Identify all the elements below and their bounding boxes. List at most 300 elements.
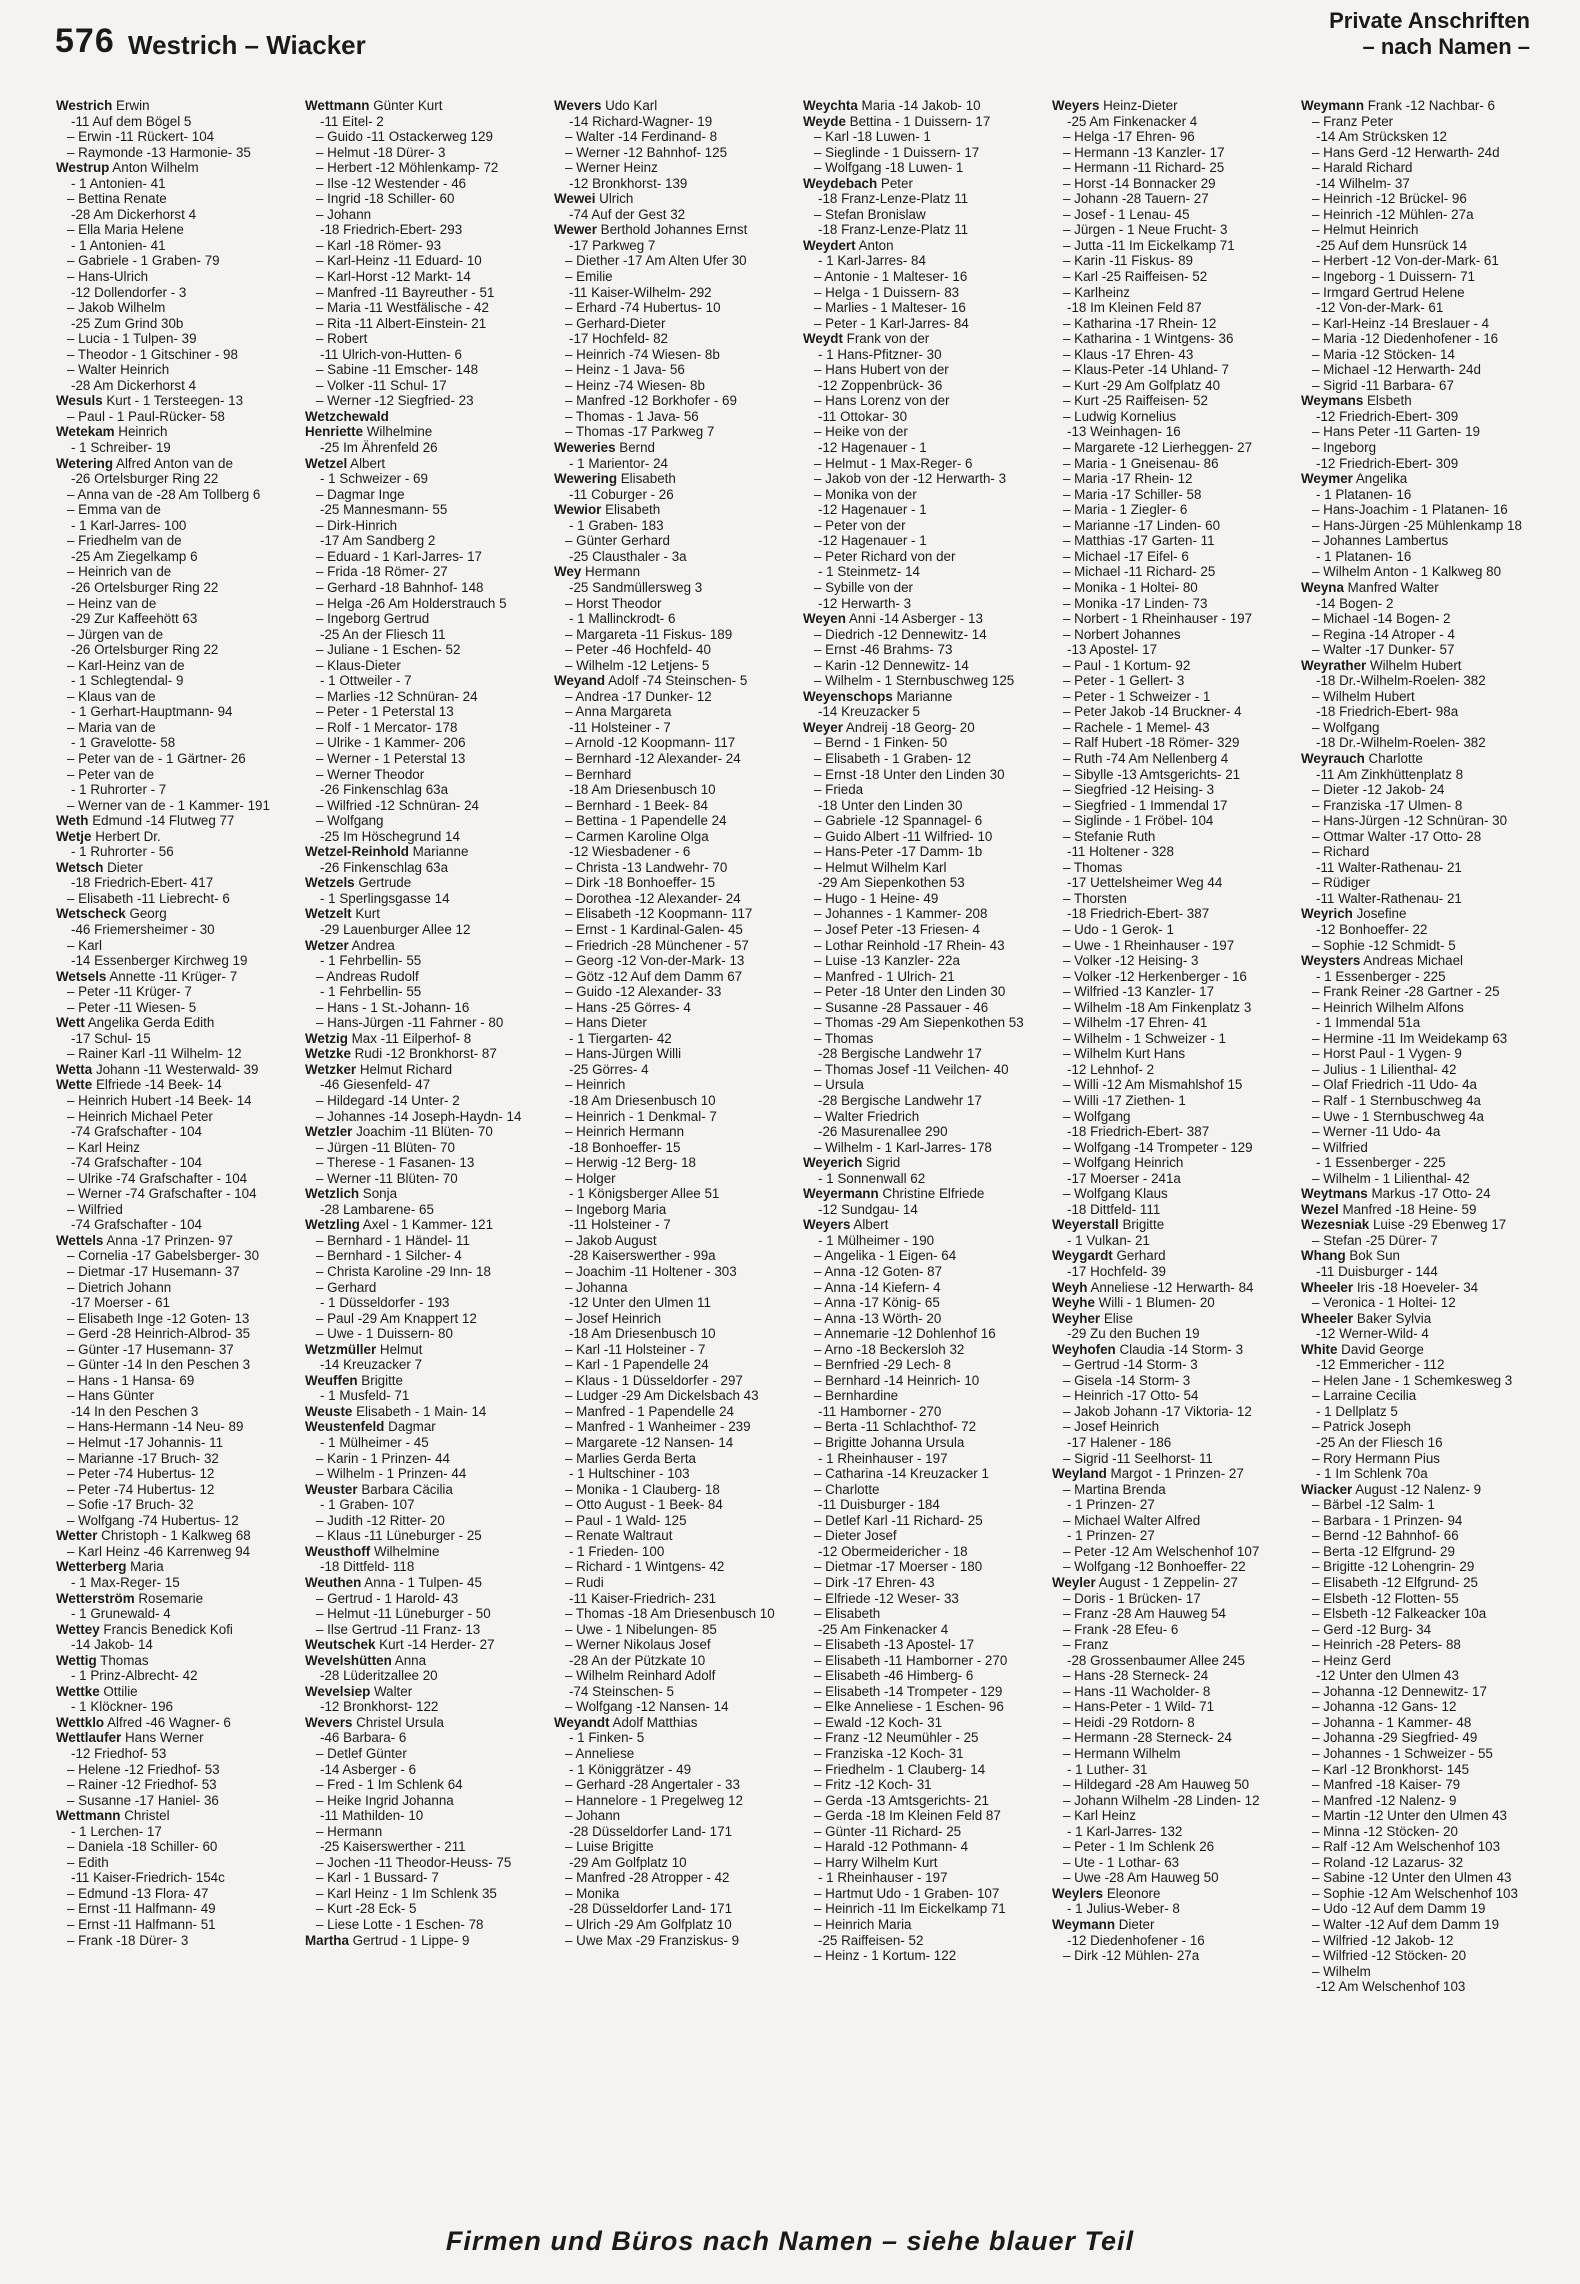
directory-entry (1052, 1295, 1290, 1311)
directory-entry: – Karl Heinz -46 Karrenweg 94 (67, 1543, 251, 1559)
directory-entry: – Kurt -29 Am Golfplatz 40 (1063, 377, 1221, 393)
directory-entry: – Anna van de -28 Am Tollberg 6 (67, 486, 261, 502)
directory-entry (554, 673, 792, 689)
directory-entry: – Heinz Gerd (1312, 1652, 1391, 1668)
directory-entry: - 1 Schlegtendal- 9 (71, 673, 184, 689)
directory-column-3 (554, 98, 792, 2223)
directory-entry: – Dietrich Johann (67, 1279, 172, 1295)
directory-entry (1052, 1217, 1290, 1233)
directory-entry (305, 1031, 543, 1047)
directory-entry: – Marlies Gerda Berta (565, 1450, 696, 1466)
directory-entry (803, 331, 1041, 347)
directory-entry: -29 Am Golfplatz 10 (569, 1854, 687, 1870)
directory-entry: – Heinz - 1 Java- 56 (565, 362, 685, 378)
directory-entry: – Manfred - 1 Papendelle 24 (565, 1403, 734, 1419)
directory-entry: – Rudi (565, 1574, 604, 1590)
directory-entry: – Helmut Wilhelm Karl (814, 859, 947, 875)
directory-entry: – Hugo - 1 Heine- 49 (814, 890, 939, 906)
given-names: Frank von der (842, 331, 930, 347)
directory-entry: – Horst Paul - 1 Vygen- 9 (1312, 1046, 1462, 1062)
given-names: Edmund -14 Flutweg 77 (88, 813, 235, 829)
directory-entry: - 1 Max-Reger- 15 (71, 1574, 180, 1590)
directory-entry: – Johann Wilhelm -28 Linden- 12 (1063, 1792, 1260, 1808)
directory-entry: – Guido -11 Ostackerweg 129 (316, 129, 493, 145)
directory-entry: – Wilhelm - 1 Sternbuschweg 125 (814, 673, 1015, 689)
surname: Martha (305, 1932, 349, 1948)
directory-entry: – Hildegard -14 Unter- 2 (316, 1093, 460, 1108)
directory-entry: -18 Franz-Lenze-Platz 11 (818, 222, 969, 238)
directory-entry: – Volker -12 Herkenberger - 16 (1063, 968, 1247, 984)
given-names: Francis Benedick Kofi (99, 1621, 233, 1637)
surname: Wettey (56, 1621, 100, 1637)
directory-entry: - 1 Prinzen- 27 (1067, 1497, 1155, 1513)
directory-entry: - 1 Ruhrorter - 56 (71, 844, 174, 860)
directory-entry: – Peter van de (67, 766, 155, 782)
surname: Wevelsiep (305, 1683, 371, 1699)
directory-entry: – Josef Heinrich (1063, 1419, 1160, 1435)
directory-entry: – Thomas -18 Am Driesenbusch 10 (565, 1606, 775, 1622)
given-names: Elise (1100, 1310, 1133, 1326)
directory-entry: – Peter -11 Krüger- 7 (67, 984, 192, 1000)
directory-entry: - 1 Steinmetz- 14 (818, 564, 920, 580)
directory-entry: – Wolfgang -12 Bonhoeffer- 22 (1063, 1559, 1246, 1575)
directory-entry: – Hans-Ulrich (67, 269, 149, 285)
surname: Wetscheck (56, 906, 126, 922)
directory-entry: – Ulrike -74 Grafschafter - 104 (67, 1170, 248, 1186)
directory-entry: – Liese Lotte - 1 Eschen- 78 (316, 1916, 484, 1932)
directory-entry: -18 Dittfeld- 111 (1067, 1201, 1161, 1217)
directory-entry: -11 Kaiser-Friedrich- 231 (569, 1590, 717, 1606)
directory-entry: - 1 Frieden- 100 (569, 1543, 665, 1559)
surname: Weyh (1052, 1279, 1088, 1295)
directory-entry: – Peter -18 Unter den Linden 30 (814, 984, 1006, 1000)
directory-entry: – Dirk -17 Ehren- 43 (814, 1574, 935, 1590)
directory-entry: – Johanna - 1 Kammer- 48 (1312, 1714, 1472, 1730)
directory-entry: – Berta -12 Elfgrund- 29 (1312, 1543, 1455, 1559)
directory-entry (1052, 1280, 1290, 1296)
page-name-range: Westrich – Wiacker (128, 30, 366, 60)
directory-entry: – Peter von der (814, 517, 906, 533)
directory-entry: – Wilhelm -18 Am Finkenplatz 3 (1063, 999, 1252, 1015)
directory-entry (1052, 1342, 1290, 1358)
directory-entry: -12 Diedenhofener - 16 (1067, 1932, 1205, 1948)
directory-entry: -18 Friedrich-Ebert- 293 (320, 222, 463, 238)
directory-entry: – Elisabeth -11 Hamborner - 270 (814, 1652, 1008, 1668)
directory-entry: – Horst -14 Bonnacker 29 (1063, 175, 1216, 191)
given-names: Herbert Dr. (91, 828, 161, 844)
given-names: Thomas (96, 1652, 149, 1668)
directory-entry: – Bernhardine (814, 1388, 899, 1404)
directory-entry: – Annemarie -12 Dohlenhof 16 (814, 1326, 996, 1342)
surname: Weweries (554, 440, 616, 456)
directory-entry: – Herbert -12 Von-der-Mark- 61 (1312, 253, 1499, 269)
directory-entry: – Hans - 1 St.-Johann- 16 (316, 999, 470, 1015)
directory-entry: – Elsbeth -12 Flotten- 55 (1312, 1590, 1459, 1606)
directory-entry: – Dagmar Inge (316, 486, 405, 502)
directory-entry: – Sybille von der (814, 579, 913, 595)
surname: Wetekam (56, 424, 115, 440)
directory-entry: – Karl - 1 Bussard- 7 (316, 1870, 439, 1886)
directory-entry: – Heinrich -11 Im Eickelkamp 71 (814, 1901, 1006, 1917)
directory-entry: – Marlies - 1 Malteser- 16 (814, 300, 966, 316)
directory-entry: – Uwe - 1 Duissern- 80 (316, 1326, 453, 1342)
directory-entry: – Helmut - 1 Max-Reger- 6 (814, 455, 973, 471)
given-names: Gertrude (354, 875, 412, 891)
directory-entry: -25 Kaiserswerther - 211 (320, 1839, 466, 1855)
directory-entry: – Johannes - 1 Schweizer - 55 (1312, 1745, 1493, 1761)
directory-entry: – Hans-Jürgen -25 Mühlenkamp 18 (1312, 517, 1522, 533)
directory-entry: – Johanna -12 Dennewitz- 17 (1312, 1683, 1487, 1699)
directory-entry: – Uwe - 1 Rheinhauser - 197 (1063, 937, 1235, 953)
directory-entry: – Heinz van de (67, 595, 157, 611)
directory-entry: -11 Kaiser-Wilhelm- 292 (569, 284, 712, 300)
directory-entry: – Klaus -17 Ehren- 43 (1063, 346, 1194, 362)
given-names: Brigitte (357, 1372, 403, 1388)
directory-entry: – Günter Gerhard (565, 533, 670, 549)
directory-entry: – Götz -12 Auf dem Damm 67 (565, 968, 743, 984)
directory-entry: - 1 Rheinhauser - 197 (818, 1870, 948, 1886)
directory-entry: – Maria -17 Schiller- 58 (1063, 486, 1202, 502)
directory-entry: – Franz (1063, 1637, 1109, 1653)
directory-entry: – Siegfried -12 Heising- 3 (1063, 782, 1215, 798)
directory-entry: – Erwin -11 Rückert- 104 (67, 129, 215, 145)
directory-entry: – Hans -25 Görres- 4 (565, 999, 691, 1015)
directory-entry (1301, 906, 1539, 922)
directory-entry (56, 1684, 294, 1700)
directory-entry: - 1 Finken- 5 (569, 1730, 645, 1746)
directory-entry: – Wolfgang -74 Hubertus- 12 (67, 1512, 239, 1528)
directory-entry: – Cornelia -17 Gabelsberger- 30 (67, 1248, 260, 1264)
directory-entry: – Michael -14 Bogen- 2 (1312, 611, 1451, 627)
surname: Wett (56, 1015, 85, 1031)
directory-entry (56, 1715, 294, 1731)
directory-column-6 (1301, 98, 1539, 2223)
directory-entry: – Bernd - 1 Finken- 50 (814, 735, 948, 751)
directory-entry: – Hans -11 Wacholder- 8 (1063, 1683, 1211, 1699)
directory-entry: -29 Zu den Buchen 19 (1067, 1326, 1200, 1342)
given-names: Maria -14 Jakob- 10 (857, 98, 981, 113)
directory-entry: – Walter Friedrich (814, 1108, 920, 1124)
directory-entry: - 1 Platanen- 16 (1316, 548, 1412, 564)
given-names: Baker Sylvia (1353, 1310, 1432, 1326)
surname: Whang (1301, 1248, 1346, 1264)
directory-entry: – Holger (565, 1170, 616, 1186)
directory-entry: – Theodor - 1 Gitschiner - 98 (67, 346, 238, 362)
directory-entry: – Hans-Jürgen -11 Fahrner - 80 (316, 1015, 504, 1031)
directory-entry: – Karlheinz (1063, 284, 1130, 300)
surname: Wiacker (1301, 1481, 1353, 1497)
given-names: Bettina - 1 Duissern- 17 (845, 113, 991, 129)
directory-entry: -17 Moerser - 241a (1067, 1170, 1181, 1186)
directory-entry: – Thomas (814, 1030, 874, 1046)
given-names: Marianne (408, 844, 469, 860)
directory-entry: – Monika - 1 Holtei- 80 (1063, 579, 1198, 595)
given-names: Anton Wilhelm (109, 160, 199, 176)
directory-entry: – Gerd -12 Burg- 34 (1312, 1621, 1432, 1637)
surname: Wettmann (56, 1808, 121, 1824)
surname: Wetzels (305, 875, 355, 891)
surname: White (1301, 1341, 1338, 1357)
directory-entry: – Willi -12 Am Mismahlshof 15 (1063, 1077, 1243, 1093)
directory-entry: -18 Dr.-Wilhelm-Roelen- 382 (1316, 735, 1486, 751)
given-names: Angelika (1352, 471, 1408, 487)
directory-entry: -28 Bergische Landwehr 17 (818, 1093, 982, 1108)
directory-entry: – Christa -13 Landwehr- 70 (565, 859, 728, 875)
directory-entry: – Maria -12 Diedenhofener - 16 (1312, 331, 1499, 347)
surname: Wesuls (56, 393, 103, 409)
directory-entry: – Sibylle -13 Amtsgerichts- 21 (1063, 766, 1241, 782)
directory-entry: -12 Dollendorfer - 3 (71, 284, 187, 300)
directory-entry: -46 Friemersheimer - 30 (71, 921, 215, 937)
directory-entry: -28 An der Pützkate 10 (569, 1652, 706, 1668)
directory-entry: – Johannes - 1 Kammer- 208 (814, 906, 988, 922)
directory-entry: – Werner -11 Udo- 4a (1312, 1124, 1441, 1140)
surname: Wettklo (56, 1714, 105, 1730)
surname: Wewer (554, 222, 597, 238)
directory-entry: – Peter - 1 Schweizer - 1 (1063, 688, 1211, 704)
surname: Weyrather (1301, 657, 1367, 673)
directory-entry: -25 An der Fliesch 11 (320, 626, 446, 642)
directory-entry: -28 Lüderitzallee 20 (320, 1668, 438, 1684)
directory-entry: – Peter van de - 1 Gärtner- 26 (67, 750, 246, 766)
directory-entry (554, 222, 792, 238)
surname: Weuthen (305, 1574, 362, 1590)
directory-entry: – Wilhelm - 1 Prinzen- 44 (316, 1466, 467, 1482)
directory-entry: – Werner van de - 1 Kammer- 191 (67, 797, 270, 813)
directory-entry: – Wolfgang (1063, 1108, 1131, 1124)
directory-entry (56, 393, 294, 409)
directory-entry: – Gisela -14 Storm- 3 (1063, 1372, 1191, 1388)
surname: Weyerich (803, 1155, 863, 1171)
directory-entry: – Georg -12 Von-der-Mark- 13 (565, 953, 745, 969)
directory-entry: – Jürgen -11 Blüten- 70 (316, 1139, 455, 1155)
directory-entry: – Gabriele -12 Spannagel- 6 (814, 813, 983, 829)
directory-entry: -11 Ulrich-von-Hutten- 6 (320, 346, 462, 362)
directory-entry: – Bernhard - 1 Beek- 84 (565, 797, 708, 813)
directory-entry: – Jutta -11 Im Eickelkamp 71 (1063, 237, 1235, 253)
directory-entry: -28 Am Dickerhorst 4 (71, 377, 197, 393)
given-names: Günter Kurt (369, 98, 443, 113)
directory-entry: – Johann (316, 206, 372, 222)
given-names: Hans Werner (121, 1730, 204, 1746)
surname: Westrich (56, 98, 113, 113)
directory-entry: – Maria van de (67, 719, 156, 735)
directory-entry: – Ilse -12 Westender - 46 (316, 175, 467, 191)
directory-entry (56, 160, 294, 176)
directory-entry: – Olaf Friedrich -11 Udo- 4a (1312, 1077, 1477, 1093)
surname: Weusthoff (305, 1543, 371, 1559)
directory-entry: – Johannes Lambertus (1312, 533, 1449, 549)
directory-column-4 (803, 98, 1041, 2223)
directory-entry: – Peter -46 Hochfeld- 40 (565, 642, 711, 658)
given-names: Peter (877, 175, 913, 191)
given-names: Willi - 1 Blumen- 20 (1094, 1295, 1215, 1311)
directory-entry: – Peter -11 Wiesen- 5 (67, 999, 197, 1015)
directory-entry: – Bettina - 1 Papendelle 24 (565, 813, 727, 829)
surname: Wewei (554, 191, 596, 207)
directory-entry: – Peter - 1 Gellert- 3 (1063, 673, 1185, 689)
directory-entry: – Gerhard (316, 1279, 377, 1295)
directory-entry: – Hans-Jürgen -12 Schnüran- 30 (1312, 813, 1508, 829)
directory-entry: – Bernhard - 1 Händel- 11 (316, 1232, 470, 1248)
page-number: 576 (55, 22, 115, 60)
directory-entry: – Elisabeth -14 Trompeter - 129 (814, 1683, 1003, 1699)
directory-entry: – Hans Lorenz von der (814, 393, 950, 409)
directory-entry: – Angelika - 1 Eigen- 64 (814, 1248, 957, 1264)
directory-entry: – Wolfgang (316, 813, 384, 829)
directory-entry: – Arnold -12 Koopmann- 117 (565, 735, 736, 751)
surname: Wey (554, 564, 582, 580)
directory-entry: – Wilhelm (1312, 1963, 1371, 1979)
given-names: Max -11 Eilperhof- 8 (347, 1030, 472, 1046)
directory-entry: -26 Masurenallee 290 (818, 1124, 948, 1140)
directory-entry: – Heinrich Hermann (565, 1124, 685, 1140)
directory-entry: – Margareta -11 Fiskus- 189 (565, 626, 733, 642)
directory-entry: -12 Hagenauer - 1 (818, 440, 927, 456)
surname: Wetje (56, 828, 92, 844)
given-names: Andreas Michael (1360, 953, 1464, 969)
directory-entry: -12 Friedrich-Ebert- 309 (1316, 408, 1459, 424)
directory-entry: – Norbert Johannes (1063, 626, 1181, 642)
surname: Wette (56, 1077, 93, 1093)
surname: Weyler (1052, 1574, 1096, 1590)
directory-entry: -14 Kreuzacker 5 (818, 704, 920, 720)
surname: Wevelshütten (305, 1652, 392, 1668)
surname: Westrup (56, 160, 110, 176)
surname: Weyer (803, 719, 843, 735)
surname: Weydert (803, 237, 856, 253)
directory-entry: – Thorsten (1063, 890, 1127, 906)
surname: Wetsch (56, 859, 104, 875)
directory-entry: – Heinrich -74 Wiesen- 8b (565, 346, 720, 362)
directory-entry (56, 1559, 294, 1575)
directory-entry: - 1 Mülheimer - 190 (818, 1232, 935, 1248)
directory-entry: -25 Sandmüllersweg 3 (569, 579, 703, 595)
directory-entry: – Thomas Josef -11 Veilchen- 40 (814, 1061, 1009, 1077)
surname: Wezesniak (1301, 1217, 1370, 1233)
directory-entry: – Kurt -28 Eck- 5 (316, 1901, 417, 1917)
directory-entry: - 1 Königgrätzer - 49 (569, 1761, 692, 1777)
directory-entry: -11 Duisburger - 184 (818, 1497, 940, 1513)
directory-entry: -25 Im Höschegrund 14 (320, 828, 460, 844)
directory-entry (1301, 1311, 1539, 1327)
directory-entry: -17 Parkweg 7 (569, 237, 656, 253)
given-names: Elisabeth (617, 471, 676, 487)
directory-entry: – Wolfgang -18 Luwen- 1 (814, 160, 964, 176)
directory-entry (803, 176, 1041, 192)
directory-entry (305, 1637, 543, 1653)
given-names: Dagmar (384, 1419, 436, 1435)
directory-entry: -12 Unter den Ulmen 43 (1316, 1668, 1459, 1684)
given-names: Anneliese -12 Herwarth- 84 (1087, 1279, 1254, 1295)
directory-entry: – Sigrid -11 Barbara- 67 (1312, 377, 1454, 393)
directory-entry (305, 875, 543, 891)
directory-entry: – Wilhelm Kurt Hans (1063, 1046, 1186, 1062)
directory-entry (56, 1622, 294, 1638)
directory-entry: – Stefan -25 Dürer- 7 (1312, 1232, 1438, 1248)
directory-entry: – Ludwig Kornelius (1063, 408, 1177, 424)
directory-entry: – Bernhard -12 Alexander- 24 (565, 750, 741, 766)
directory-entry: - 1 Sperlingsgasse 14 (320, 890, 450, 906)
directory-entry (1052, 1248, 1290, 1264)
directory-entry: – Larraine Cecilia (1312, 1388, 1417, 1404)
directory-entry: – Elisabeth -12 Koopmann- 117 (565, 906, 753, 922)
directory-entry: – Hartmut Udo - 1 Graben- 107 (814, 1885, 1000, 1901)
directory-entry: – Wilhelm -12 Letjens- 5 (565, 657, 710, 673)
directory-entry: – Bernfried -29 Lech- 8 (814, 1357, 951, 1373)
directory-entry: – Karl Heinz (67, 1139, 140, 1155)
directory-entry: – Stefanie Ruth (1063, 828, 1156, 844)
directory-entry (305, 98, 543, 114)
directory-entry: – Bernhard - 1 Silcher- 4 (316, 1248, 462, 1264)
directory-entry: - 1 Julius-Weber- 8 (1067, 1901, 1180, 1917)
directory-entry: – Helga -26 Am Holderstrauch 5 (316, 595, 507, 611)
directory-entry: – Frieda (814, 782, 864, 798)
directory-entry: -11 Eitel- 2 (320, 113, 384, 129)
directory-entry: – Wolfgang Klaus (1063, 1186, 1168, 1202)
surname: Wewering (554, 471, 617, 487)
directory-entry: – Bärbel -12 Salm- 1 (1312, 1497, 1435, 1513)
surname: Weyandt (554, 1714, 610, 1730)
directory-entry: – Martina Brenda (1063, 1481, 1166, 1497)
directory-entry: – Günter -14 In den Peschen 3 (67, 1357, 251, 1373)
directory-entry: – Manfred -11 Bayreuther - 51 (316, 284, 495, 300)
directory-entry: - 1 Hultschiner - 103 (569, 1466, 690, 1482)
directory-entry: - 1 Karl-Jarres- 100 (71, 517, 187, 533)
directory-entry: – Elsbeth -12 Falkeacker 10a (1312, 1606, 1487, 1622)
directory-entry: -12 Wiesbadener - 6 (569, 844, 691, 860)
given-names: Wilhelmine (370, 1543, 440, 1559)
directory-entry: – Heike von der (814, 424, 908, 440)
directory-entry: – Richard - 1 Wintgens- 42 (565, 1559, 725, 1575)
directory-entry: -11 Holtener - 328 (1067, 844, 1174, 860)
directory-entry: – Sabine -11 Emscher- 148 (316, 362, 479, 378)
directory-entry (1301, 1186, 1539, 1202)
given-names: Dieter (103, 859, 143, 875)
directory-entry: – Judith -12 Ritter- 20 (316, 1512, 445, 1528)
given-names: Eleonore (1103, 1885, 1161, 1901)
directory-entry (305, 1342, 543, 1358)
directory-entry: -28 Grossenbaumer Allee 245 (1067, 1652, 1245, 1668)
directory-entry (305, 1373, 543, 1389)
directory-entry: – Martin -12 Unter den Ulmen 43 (1312, 1808, 1508, 1824)
surname: Wheeler (1301, 1279, 1354, 1295)
directory-entry: – Lothar Reinhold -17 Rhein- 43 (814, 937, 1005, 953)
surname: Weuste (305, 1403, 353, 1419)
directory-entry (1301, 1342, 1539, 1358)
directory-entry: -28 Am Dickerhorst 4 (71, 206, 197, 222)
given-names: Erwin (112, 98, 150, 113)
directory-entry: – Hildegard -28 Am Hauweg 50 (1063, 1777, 1250, 1793)
directory-entry: – Hermine -11 Im Weidekamp 63 (1312, 1030, 1508, 1046)
directory-entry: - 1 Mallinckrodt- 6 (569, 611, 676, 627)
directory-entry: – Manfred -12 Borkhofer - 69 (565, 393, 737, 409)
surname: Wevers (554, 98, 602, 113)
directory-entry: – Hermann -13 Kanzler- 17 (1063, 144, 1225, 160)
directory-entry: – Friedhelm - 1 Clauberg- 14 (814, 1761, 986, 1777)
directory-entry: – Karl -25 Raiffeisen- 52 (1063, 269, 1208, 285)
directory-entry: -25 Mannesmann- 55 (320, 502, 448, 518)
directory-entry: - 1 Prinz-Albrecht- 42 (71, 1668, 198, 1684)
directory-entry: - 1 Graben- 183 (569, 517, 664, 533)
given-names: Rosemarie (134, 1590, 204, 1606)
directory-entry: – Herbert -12 Möhlenkamp- 72 (316, 160, 499, 176)
directory-entry: – Joachim -11 Holtener - 303 (565, 1264, 737, 1280)
directory-entry: – Ingrid -18 Schiller- 60 (316, 191, 455, 207)
directory-entry (56, 1077, 294, 1093)
given-names: Elfriede -14 Beek- 14 (92, 1077, 222, 1093)
directory-entry: – Peter - 1 Im Schlenk 26 (1063, 1839, 1215, 1855)
